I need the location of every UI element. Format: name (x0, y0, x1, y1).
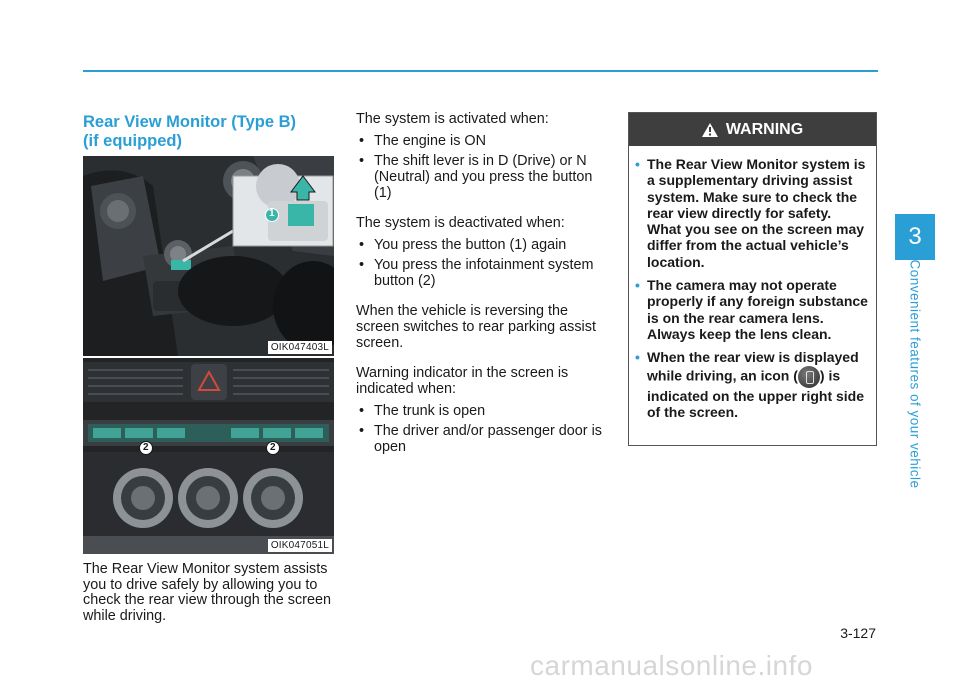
bullet-icon: • (635, 277, 640, 294)
warning-item-text-before: When the rear view is displayed while driving, an icon ( (647, 349, 859, 384)
callout-2-right-label: 2 (270, 442, 276, 453)
warning-item-text: The Rear View Monitor system is a supplementary driving assist system. Make sure to check the rear view directly for safety. What you see on the screen may differ from the actual vehicle’s location. (647, 156, 866, 270)
chapter-title: Convenient features of your vehicle (907, 259, 923, 489)
list-item: • The engine is ON (356, 133, 606, 149)
warning-header (629, 113, 876, 146)
dashboard-illustration (83, 358, 334, 554)
top-rule (83, 70, 878, 72)
callout-1-label: 1 (269, 208, 275, 219)
chapter-tab: 3 (895, 214, 935, 260)
reversing-paragraph: When the vehicle is reversing the screen switches to rear parking assist screen. (356, 303, 596, 351)
intro-paragraph: The Rear View Monitor system assists you to drive safely by allowing you to check the rear view through the screen while driving. (83, 561, 331, 624)
section-title (83, 113, 333, 151)
deactivated-list (356, 237, 606, 289)
warning-title: WARNING (725, 120, 804, 138)
warning-item (635, 349, 868, 420)
warning-item-text: The camera may not operate properly if any foreign substance is on the rear camera lens. Always keep the lens clean. (647, 277, 868, 342)
list-item: • You press the button (1) again (356, 237, 606, 253)
list-item: • The trunk is open (356, 403, 606, 419)
warning-indicator-heading: Warning indicator in the screen is indicated when: (356, 365, 569, 397)
section-title-line1: Rear View Monitor (Type B) (83, 113, 297, 131)
activated-list (356, 133, 606, 201)
dashboard-panel-photo (83, 358, 334, 554)
warning-item (635, 156, 868, 270)
warning-item (635, 277, 868, 342)
bullet-icon: • (635, 349, 640, 366)
watermark: carmanualsonline.info (530, 650, 813, 681)
warning-item-text-after: ) is indicated on the upper right side of the screen. (647, 367, 865, 420)
warning-box (628, 112, 877, 446)
callout-2-left-label: 2 (143, 442, 149, 453)
console-button-photo (83, 156, 334, 356)
list-item: • The shift lever is in D (Drive) or N (Neutral) and you press the button (1) (356, 153, 606, 201)
console-illustration (83, 156, 334, 356)
photo-caption-top: OIK047403L (268, 341, 332, 354)
warning-indicator-list (356, 403, 606, 455)
bullet-icon: • (635, 156, 640, 172)
body-column (356, 111, 606, 469)
section-title-line2: (if equipped) (83, 132, 182, 150)
rear-view-indicator-icon (798, 366, 820, 388)
page-number: 3-127 (840, 625, 876, 641)
photo-caption-bottom: OIK047051L (268, 539, 332, 552)
list-item: • You press the infotainment system button (2) (356, 257, 606, 289)
warning-body (629, 146, 876, 420)
activated-heading: The system is activated when: (356, 111, 549, 127)
warning-triangle-icon (702, 123, 718, 137)
deactivated-heading: The system is deactivated when: (356, 215, 565, 231)
list-item: • The driver and/or passenger door is open (356, 423, 606, 455)
